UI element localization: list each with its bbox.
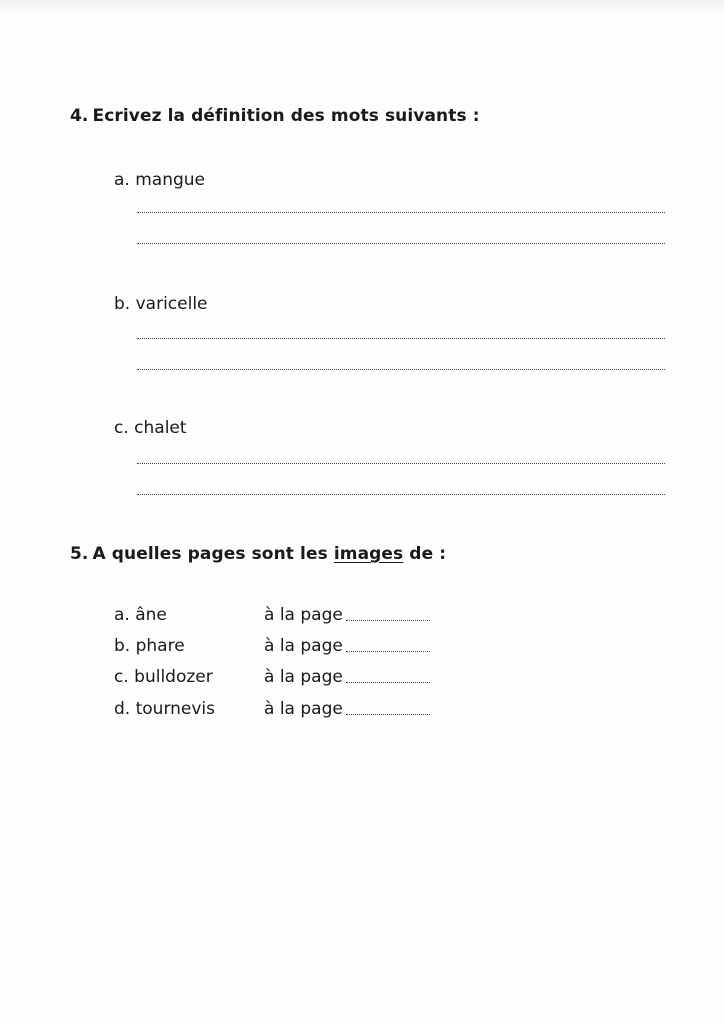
question-5-text-end: de :	[409, 544, 447, 564]
page-answer-blank[interactable]	[346, 682, 430, 683]
answer-line-mangue-1[interactable]	[137, 212, 665, 213]
question-5-number: 5.	[70, 544, 89, 564]
word-mangue: a. mangue	[114, 170, 206, 190]
answer-line-chalet-1[interactable]	[137, 463, 665, 464]
page-prompt: à la page	[264, 605, 343, 625]
page-prompt: à la page	[264, 699, 343, 719]
item-label: d. tournevis	[114, 699, 216, 719]
page-answer-blank[interactable]	[346, 620, 430, 621]
word-chalet: c. chalet	[114, 418, 187, 438]
page-prompt: à la page	[264, 636, 343, 656]
answer-line-varicelle-2[interactable]	[137, 369, 665, 370]
item-label: b. phare	[114, 636, 185, 656]
scan-edge-shadow	[0, 0, 724, 14]
page-prompt: à la page	[264, 667, 343, 687]
page-answer-blank[interactable]	[346, 651, 430, 652]
question-4-title	[70, 106, 480, 126]
question-5-title	[70, 544, 446, 564]
answer-line-mangue-2[interactable]	[137, 243, 665, 244]
answer-line-varicelle-1[interactable]	[137, 338, 665, 339]
question-4-number: 4.	[70, 106, 89, 126]
question-5-text-start: A quelles pages sont les	[92, 544, 328, 564]
answer-line-chalet-2[interactable]	[137, 494, 665, 495]
page-answer-blank[interactable]	[346, 714, 430, 715]
question-5-underlined-word: images	[333, 544, 404, 564]
item-label: a. âne	[114, 605, 167, 625]
question-4-text: Ecrivez la définition des mots suivants :	[92, 106, 480, 126]
item-label: c. bulldozer	[114, 667, 213, 687]
word-varicelle: b. varicelle	[114, 294, 208, 314]
